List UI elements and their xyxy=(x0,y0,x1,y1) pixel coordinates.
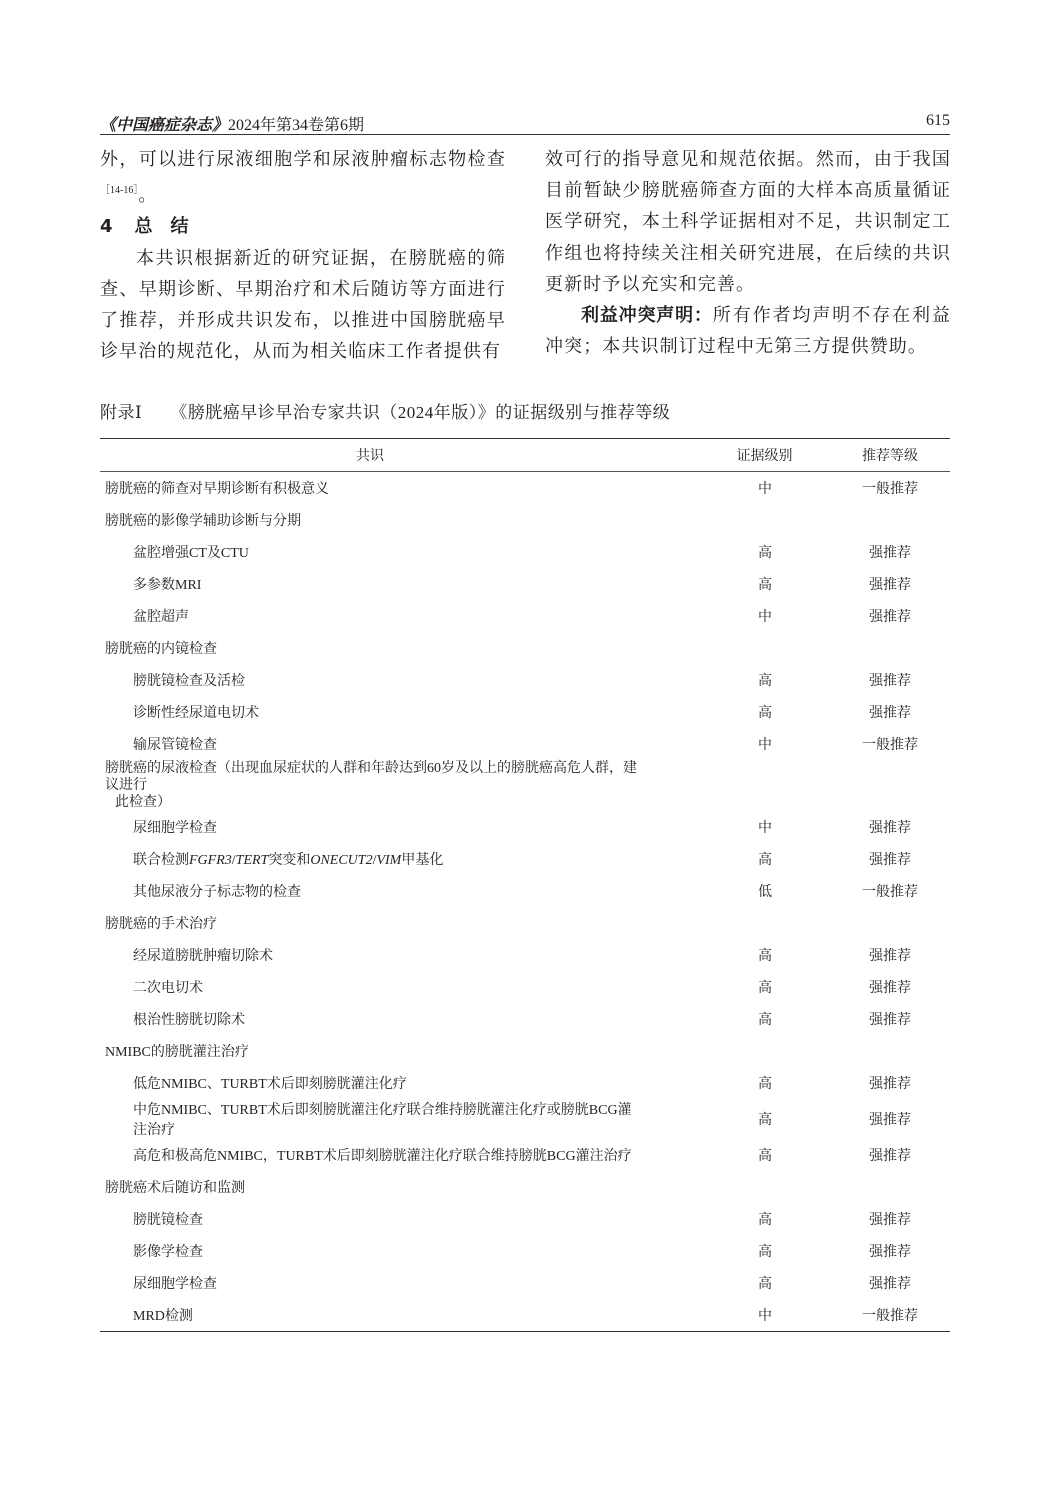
recommendation-cell: 强推荐 xyxy=(869,1013,911,1028)
table-row xyxy=(100,600,950,632)
consensus-text: 膀胱癌的手术治疗 xyxy=(105,917,217,932)
consensus-cell xyxy=(100,1099,640,1139)
evidence-level-cell: 高 xyxy=(758,1245,772,1260)
consensus-cell xyxy=(100,728,640,760)
evidence-level-cell: 高 xyxy=(758,981,772,996)
table-row xyxy=(100,536,950,568)
consensus-text: MRD检测 xyxy=(133,1309,193,1324)
table-row xyxy=(100,1099,950,1139)
consensus-cell xyxy=(100,971,640,1003)
evidence-level-cell xyxy=(640,907,830,939)
evidence-level-cell: 高 xyxy=(758,674,772,689)
evidence-level-cell: 中 xyxy=(758,821,772,836)
evidence-level-cell: 高 xyxy=(758,1213,772,1228)
table-row xyxy=(100,811,950,843)
table-row xyxy=(100,1067,950,1099)
table-row xyxy=(100,843,950,875)
punctuation: 。 xyxy=(138,185,158,206)
table-row xyxy=(100,1299,950,1332)
consensus-text: 中危NMIBC、TURBT术后即刻膀胱灌注化疗联合维持膀胱灌注化疗或膀胱BCG灌注治疗 xyxy=(133,1103,632,1138)
journal-name: 《中国癌症杂志》 xyxy=(100,117,229,134)
recommendation-cell xyxy=(830,760,950,811)
gene-name: TERT xyxy=(235,853,269,868)
table-row xyxy=(100,971,950,1003)
evidence-level-cell: 中 xyxy=(758,738,772,753)
consensus-cell xyxy=(100,536,640,568)
journal-citation xyxy=(100,112,364,135)
evidence-level-cell: 中 xyxy=(758,482,772,497)
right-column xyxy=(545,144,951,362)
coi-text: 所有作者均声明不存在利益冲突；本共识制订过程中无第三方提供赞助。 xyxy=(545,305,952,357)
evidence-level-cell: 中 xyxy=(758,610,772,625)
col-consensus: 共识 xyxy=(100,439,640,472)
evidence-level-cell: 高 xyxy=(758,1149,772,1164)
evidence-level-cell: 高 xyxy=(758,1013,772,1028)
consensus-text: 膀胱癌的尿液检查（出现血尿症状的人群和年龄达到60岁及以上的膀胱癌高危人群，建议进行 xyxy=(105,761,637,793)
journal-issue: 2024年第34卷第6期 xyxy=(228,117,365,134)
evidence-level-cell xyxy=(640,504,830,536)
consensus-text: 膀胱镜检查及活检 xyxy=(133,674,245,689)
evidence-level-cell xyxy=(640,760,830,811)
section-title: 总 结 xyxy=(134,216,189,238)
recommendation-cell: 强推荐 xyxy=(869,578,911,593)
consensus-cell xyxy=(100,568,640,600)
paragraph-text: 外，可以进行尿液细胞学和尿液肿瘤标志物检查 xyxy=(100,149,506,169)
recommendation-cell xyxy=(830,907,950,939)
evidence-level-cell xyxy=(640,632,830,664)
table-row xyxy=(100,1035,950,1067)
table-row xyxy=(100,907,950,939)
consensus-cell xyxy=(100,472,640,505)
gene-name: VIM xyxy=(376,853,402,868)
recommendation-cell: 强推荐 xyxy=(869,981,911,996)
table-row xyxy=(100,696,950,728)
consensus-text: 诊断性经尿道电切术 xyxy=(133,706,259,721)
consensus-cell xyxy=(100,1171,640,1203)
text-part: / xyxy=(372,853,377,868)
paragraph xyxy=(100,144,506,211)
evidence-level-cell: 高 xyxy=(758,853,772,868)
consensus-cell xyxy=(100,632,640,664)
consensus-cell xyxy=(100,504,640,536)
citation: ［14-16］ xyxy=(100,185,139,197)
consensus-text: 输尿管镜检查 xyxy=(133,738,217,753)
consensus-text: NMIBC的膀胱灌注治疗 xyxy=(105,1045,249,1060)
left-column xyxy=(100,144,506,367)
consensus-cell xyxy=(100,1299,640,1332)
table-row xyxy=(100,472,950,505)
consensus-cell xyxy=(100,811,640,843)
consensus-text: 其他尿液分子标志物的检查 xyxy=(133,885,301,900)
evidence-level-cell xyxy=(640,1035,830,1067)
consensus-text: 膀胱镜检查 xyxy=(133,1213,203,1228)
consensus-text: 尿细胞学检查 xyxy=(133,821,217,836)
text-part: 甲基化 xyxy=(401,853,444,868)
table-row xyxy=(100,1235,950,1267)
recommendation-cell: 强推荐 xyxy=(869,821,911,836)
coi-label: 利益冲突声明： xyxy=(581,305,713,327)
consensus-cell xyxy=(100,1139,640,1171)
consensus-text: 尿细胞学检查 xyxy=(133,1277,217,1292)
gene-name: ONECUT2 xyxy=(310,853,373,868)
table-row xyxy=(100,504,950,536)
evidence-level-cell: 高 xyxy=(758,1277,772,1292)
recommendation-cell: 强推荐 xyxy=(869,1277,911,1292)
recommendation-cell: 一般推荐 xyxy=(862,482,918,497)
recommendation-cell: 一般推荐 xyxy=(862,885,918,900)
paragraph: 效可行的指导意见和规范依据。然而，由于我国目前暂缺少膀胱癌筛查方面的大样本高质量循证医学研究，本土科学证据相对不足，共识制定工作组也将持续关注相关研究进展，在后续的共识更新时予以充实和完善。 xyxy=(545,149,951,294)
recommendation-cell xyxy=(830,1171,950,1203)
recommendation-cell: 强推荐 xyxy=(869,674,911,689)
evidence-level-cell: 高 xyxy=(758,949,772,964)
consensus-text: 膀胱癌的筛查对早期诊断有积极意义 xyxy=(105,482,329,497)
consensus-text-cont: 此检查） xyxy=(115,795,171,810)
recommendation-cell: 强推荐 xyxy=(869,546,911,561)
evidence-level-cell: 高 xyxy=(758,1077,772,1092)
consensus-cell xyxy=(100,664,640,696)
evidence-level-cell: 高 xyxy=(758,578,772,593)
consensus-cell xyxy=(100,843,640,875)
table-row xyxy=(100,728,950,760)
consensus-cell xyxy=(100,1067,640,1099)
recommendation-cell: 强推荐 xyxy=(869,610,911,625)
running-header xyxy=(100,112,950,135)
col-evidence-level: 证据级别 xyxy=(640,439,830,472)
table-row xyxy=(100,1267,950,1299)
consensus-text: 膀胱癌的内镜检查 xyxy=(105,642,217,657)
evidence-level-cell: 中 xyxy=(758,1309,772,1324)
evidence-level-cell: 低 xyxy=(758,885,772,900)
appendix-caption: 《膀胱癌早诊早治专家共识（2024年版）》的证据级别与推荐等级 xyxy=(170,403,671,422)
paragraph: 本共识根据新近的研究证据，在膀胱癌的筛查、早期诊断、早期治疗和术后随访等方面进行了推荐，并形成共识发布，以推进中国膀胱癌早诊早治的规范化，从而为相关临床工作者提供有 xyxy=(100,247,506,362)
consensus-cell xyxy=(100,1035,640,1067)
section-number: 4 xyxy=(100,216,113,238)
table-row xyxy=(100,875,950,907)
table-row xyxy=(100,1003,950,1035)
consensus-cell xyxy=(100,1267,640,1299)
table-row xyxy=(100,664,950,696)
recommendation-cell: 强推荐 xyxy=(869,1245,911,1260)
consensus-cell xyxy=(100,875,640,907)
evidence-level-cell: 高 xyxy=(758,706,772,721)
recommendation-cell xyxy=(830,632,950,664)
text-part: 联合检测 xyxy=(133,853,189,868)
recommendation-cell xyxy=(830,1035,950,1067)
text-part: / xyxy=(231,853,236,868)
evidence-table xyxy=(100,438,950,1332)
consensus-text: 二次电切术 xyxy=(133,981,203,996)
table-row xyxy=(100,1171,950,1203)
consensus-text: 经尿道膀胱肿瘤切除术 xyxy=(133,949,273,964)
table-row xyxy=(100,1203,950,1235)
gene-name: FGFR3 xyxy=(189,853,232,868)
recommendation-cell: 一般推荐 xyxy=(862,738,918,753)
table-row xyxy=(100,939,950,971)
table-header xyxy=(100,439,950,472)
consensus-cell xyxy=(100,1003,640,1035)
appendix-title xyxy=(100,398,670,423)
table-row xyxy=(100,632,950,664)
recommendation-cell: 强推荐 xyxy=(869,1077,911,1092)
text-part: 突变和 xyxy=(268,853,311,868)
recommendation-cell xyxy=(830,504,950,536)
consensus-text: 盆腔增强CT及CTU xyxy=(133,546,249,561)
evidence-level-cell: 高 xyxy=(758,546,772,561)
recommendation-cell: 一般推荐 xyxy=(862,1309,918,1324)
page-number: 615 xyxy=(926,112,950,129)
recommendation-cell: 强推荐 xyxy=(869,706,911,721)
conflict-of-interest xyxy=(545,300,951,362)
consensus-text: 低危NMIBC、TURBT术后即刻膀胱灌注化疗 xyxy=(133,1077,407,1092)
consensus-text: 膀胱癌的影像学辅助诊断与分期 xyxy=(105,514,301,529)
recommendation-cell: 强推荐 xyxy=(869,1149,911,1164)
recommendation-cell: 强推荐 xyxy=(869,853,911,868)
consensus-cell xyxy=(100,696,640,728)
consensus-cell xyxy=(100,760,640,811)
table-row xyxy=(100,1139,950,1171)
consensus-cell xyxy=(100,1235,640,1267)
evidence-level-cell: 高 xyxy=(758,1113,772,1128)
consensus-cell xyxy=(100,939,640,971)
recommendation-cell: 强推荐 xyxy=(869,949,911,964)
table-row xyxy=(100,568,950,600)
recommendation-cell: 强推荐 xyxy=(869,1113,911,1128)
consensus-text: 盆腔超声 xyxy=(133,610,189,625)
section-heading xyxy=(100,211,506,242)
consensus-text: 根治性膀胱切除术 xyxy=(133,1013,245,1028)
consensus-cell xyxy=(100,1203,640,1235)
consensus-cell xyxy=(100,907,640,939)
consensus-text: 膀胱癌术后随访和监测 xyxy=(105,1181,245,1196)
consensus-cell xyxy=(100,600,640,632)
evidence-level-cell xyxy=(640,1171,830,1203)
appendix-label: 附录Ⅰ xyxy=(100,403,143,422)
consensus-text: 影像学检查 xyxy=(133,1245,203,1260)
col-recommendation: 推荐等级 xyxy=(830,439,950,472)
consensus-text: 多参数MRI xyxy=(133,578,202,593)
consensus-text: 高危和极高危NMIBC，TURBT术后即刻膀胱灌注化疗联合维持膀胱BCG灌注治疗 xyxy=(133,1149,632,1164)
table-row xyxy=(100,760,950,811)
recommendation-cell: 强推荐 xyxy=(869,1213,911,1228)
